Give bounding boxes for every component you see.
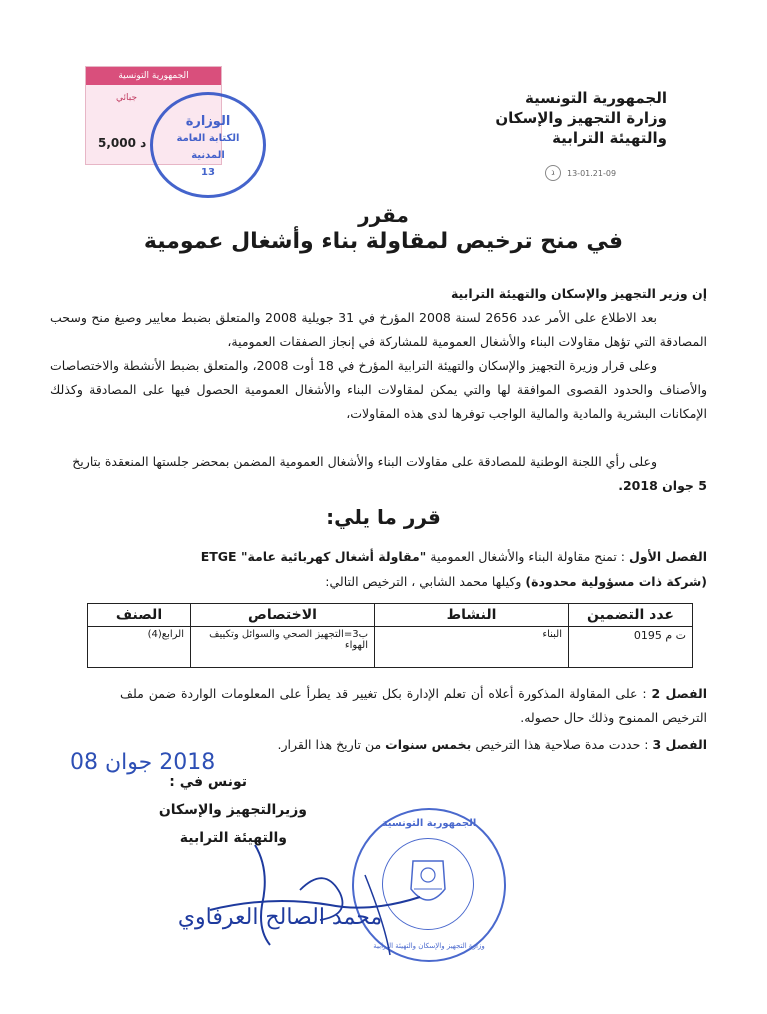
article-1-label: الفصل الأول	[628, 549, 707, 564]
fiscal-stamp-band: الجمهورية التونسية	[86, 67, 221, 85]
preamble-para-3-text: وعلى رأي اللجنة الوطنية للمصادقة على مقاولات البناء والأشغال العمومية المضمن بمحضر جلستها المنعقدة بتاريخ	[72, 454, 657, 469]
preamble-para-3	[50, 450, 707, 474]
letterhead	[407, 88, 667, 148]
signature-title-2: والتهيئة الترابية	[179, 830, 287, 846]
signatory-name: محمد الصالح العرفاوي	[177, 905, 383, 930]
preamble-para-2: وعلى قرار وزيرة التجهيز والإسكان والتهيئة الترابية المؤرخ في 18 أوت 2008، والمتعلق بضبط الأنشطة والاختصاصات والأصناف والحدود القصوى الموافقة لها والتي يمكن لمقاولات البناء والأشغال العمومية الحصول فيها على المصادقة وكذلك الإمكانات البشرية والمادية والمالية الواجب توفرها لدى هذه المقاولات،	[50, 358, 707, 421]
reference-mark: ג	[545, 165, 561, 181]
cell-category: الرابع(4)	[88, 627, 191, 668]
article-1-line2-text: وكيلها محمد الشابي ، الترخيص التالي:	[325, 574, 522, 589]
table-header-row	[88, 604, 693, 627]
license-table	[87, 603, 693, 668]
ministry-stamp-line4: 13	[201, 167, 215, 178]
addresser: إن وزير التجهيز والإسكان والتهيئة الترابية	[450, 286, 707, 301]
header-registration-number: عدد التضمين	[569, 604, 693, 627]
article-3-duration: بخمس سنوات	[385, 737, 472, 752]
article-3-label: الفصل 3	[652, 737, 707, 752]
cell-registration-number: ت م 0195	[569, 627, 693, 668]
cell-specialty: ب3=التجهيز الصحي والسوائل وتكييف الهواء	[191, 627, 375, 668]
date-stamp: 2018 جوان 08	[70, 750, 216, 775]
ministry-stamp-line1: الوزارة	[185, 114, 231, 129]
article-1-line2	[50, 570, 707, 594]
cell-activity: البناء	[375, 627, 569, 668]
reference-code: 13-01.21-09	[567, 168, 617, 178]
decision-heading: قرر ما يلي:	[326, 505, 441, 529]
article-2-text: : على المقاولة المذكورة أعلاه أن تعلم الإدارة بكل تغيير قد يطرأ على المعلومات الواردة ضمن ملف الترخيص الممنوح وذلك حال حصوله.	[120, 686, 707, 725]
ministry-stamp	[150, 92, 266, 198]
committee-date: 5 جوان 2018.	[618, 478, 707, 493]
ministry-stamp-line2: الكتابة العامة	[176, 133, 240, 144]
official-seal-ring-text: الجمهورية التونسية	[381, 818, 477, 829]
ministry-stamp-line3: المدنية	[191, 150, 225, 161]
signature-place: تونس في :	[169, 774, 247, 790]
preamble-para-1: بعد الاطلاع على الأمر عدد 2656 لسنة 2008 المؤرخ في 31 جويلية 2008 والمتعلق بضبط معايير وصيغ منح وسحب المصادقة التي تؤهل مقاولات البناء والأشغال العمومية للمشاركة في إنجاز الصفقات العمومية،	[50, 310, 707, 349]
signature-title-1: وزيرالتجهيز والإسكان	[158, 802, 307, 818]
document-subtitle: في منح ترخيص لمقاولة بناء وأشغال عمومية	[143, 229, 624, 254]
article-2-label: الفصل 2	[651, 686, 707, 701]
company-legal-form: (شركة ذات مسؤولية محدودة)	[525, 574, 707, 589]
reference-number	[545, 165, 616, 181]
letterhead-republic: الجمهورية التونسية	[525, 89, 667, 107]
table-row	[88, 627, 693, 668]
letterhead-ministry-2: والتهيئة الترابية	[552, 129, 667, 147]
article-3-text-end: من تاريخ هذا القرار.	[277, 737, 382, 752]
official-seal-inner-text: وزارة التجهيز والإسكان والتهيئة الترابية	[373, 942, 485, 950]
header-category: الصنف	[88, 604, 191, 627]
fiscal-stamp-label: جبائي	[116, 93, 138, 103]
header-specialty: الاختصاص	[191, 604, 375, 627]
header-activity: النشاط	[375, 604, 569, 627]
fiscal-stamp-value: 5,000 د	[98, 136, 147, 150]
article-1-company: "مقاولة أشغال كهربائية عامة" ETGE	[200, 549, 427, 564]
article-1	[50, 545, 707, 569]
article-1-text: : تمنح مقاولة البناء والأشغال العمومية	[430, 549, 625, 564]
article-2	[120, 682, 707, 730]
article-3-text: : حددت مدة صلاحية هذا الترخيص	[475, 737, 649, 752]
handwritten-signature	[150, 835, 440, 960]
letterhead-ministry: وزارة التجهيز والإسكان	[495, 109, 667, 127]
document-title: مقرر	[358, 203, 409, 227]
